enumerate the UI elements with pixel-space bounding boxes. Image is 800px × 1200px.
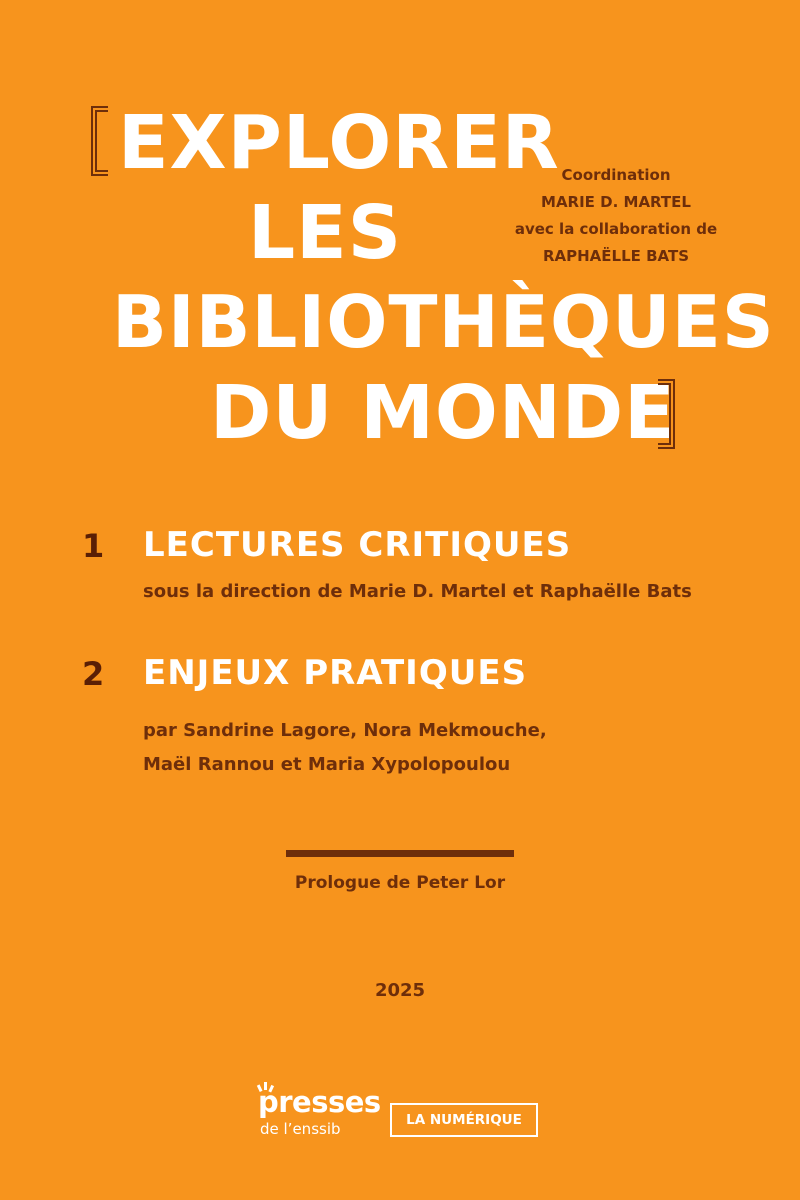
title-line-2: LES <box>248 190 402 276</box>
volume-2-authors-line-2: Maël Rannou et Maria Xypolopoulou <box>143 754 511 775</box>
volume-1-title: LECTURES CRITIQUES <box>143 525 572 565</box>
title-line-3: BIBLIOTHÈQUES <box>112 280 775 364</box>
volume-1-authors: sous la direction de Marie D. Martel et Raphaëlle Bats <box>143 581 692 602</box>
title-line-4: DU MONDE <box>210 370 676 456</box>
volume-1-number: 1 <box>82 527 105 565</box>
collection-badge: LA NUMÉRIQUE <box>390 1103 538 1137</box>
coordinator-name: MARIE D. MARTEL <box>541 193 691 211</box>
volume-2-authors-line-1: par Sandrine Lagore, Nora Mekmouche, <box>143 720 547 741</box>
logo-wordmark: presses <box>258 1085 381 1119</box>
coordination-label: Coordination <box>561 166 671 184</box>
title-line-1: EXPLORER <box>118 100 560 186</box>
volume-2-number: 2 <box>82 655 105 693</box>
collaboration-label: avec la collaboration de <box>514 220 718 238</box>
publication-year: 2025 <box>374 980 426 1001</box>
coordination-block <box>510 162 722 270</box>
collaborator-name: RAPHAËLLE BATS <box>542 247 690 265</box>
close-bracket-icon <box>656 378 678 450</box>
publisher-logo <box>256 1082 381 1144</box>
volume-2-title: ENJEUX PRATIQUES <box>143 653 528 693</box>
divider-rule <box>286 850 514 857</box>
open-bracket-icon <box>88 105 110 177</box>
logo-subtitle: de l’enssib <box>260 1120 341 1138</box>
prologue-credit: Prologue de Peter Lor <box>294 873 506 893</box>
